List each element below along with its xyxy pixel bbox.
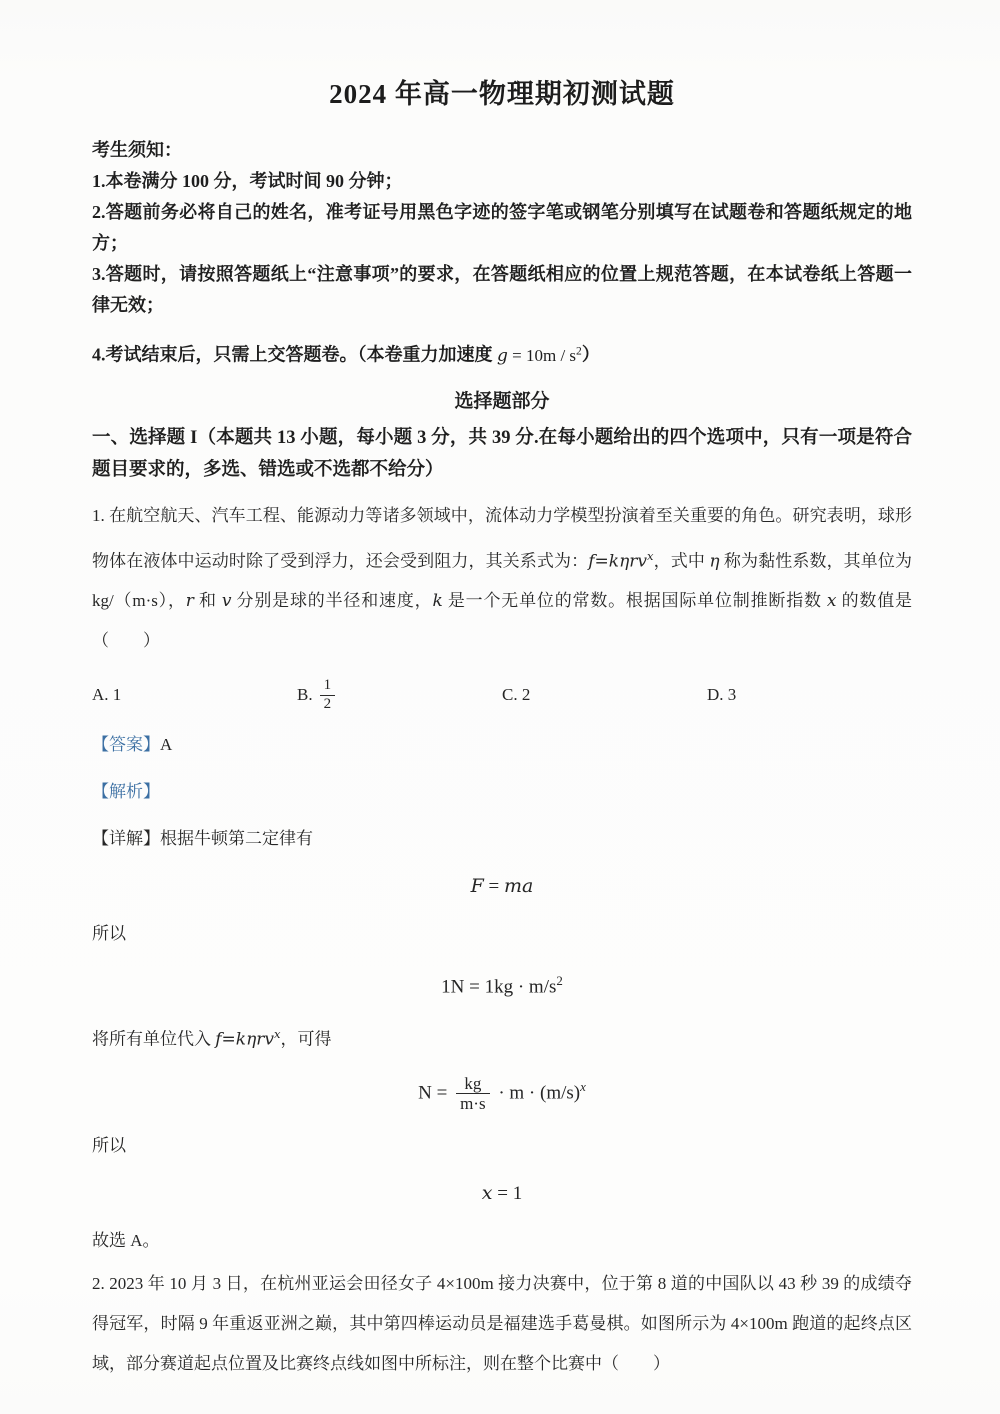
- gravity-exponent: 2: [576, 344, 582, 357]
- notice-item-3: 3.答题时，请按照答题纸上“注意事项”的要求，在答题纸相应的位置上规范答题，在本试卷纸上答题一律无效；: [92, 264, 912, 315]
- gravity-value: = 10m / s: [507, 345, 577, 365]
- detail-line: [92, 824, 912, 854]
- formula-n-fraction: [456, 1074, 490, 1114]
- formula-1n-units: $1N = 1kg \cdot m/s^2$: [441, 972, 563, 998]
- question-1-options: [92, 677, 912, 713]
- option-c: C. 2: [502, 685, 531, 705]
- answer-line: [92, 730, 912, 760]
- formula-n-exponent: [580, 1079, 586, 1094]
- answer-value: A: [160, 734, 173, 754]
- formula-n-units: [92, 1072, 912, 1114]
- analysis-line: [92, 777, 912, 807]
- gravity-formula: [497, 346, 582, 365]
- notice-section: [92, 135, 912, 372]
- substitution-line: 将所有单位代入 f=kηrv$^x$，可得: [92, 1027, 332, 1050]
- analysis-tag: 【解析】: [92, 781, 160, 801]
- connector-suoyi-1: 所以: [92, 923, 126, 943]
- notice-item-4-close: ）: [581, 344, 600, 365]
- notice-heading: 考生须知：: [92, 140, 182, 160]
- notice-item-1: 1.本卷满分 100 分，考试时间 90 分钟；: [92, 171, 403, 191]
- option-b: [297, 677, 502, 713]
- formula-n-frac-den: m·s: [456, 1093, 490, 1114]
- notice-item-4-text: 4.考试结束后，只需上交答题卷。（本卷重力加速度: [92, 344, 497, 365]
- exam-title: 2024 年高一物理期初测试题: [329, 79, 675, 109]
- option-b-label: B.: [297, 685, 313, 705]
- formula-n-exponent-var: x: [580, 1078, 586, 1094]
- formula-n-frac-num: kg: [464, 1073, 482, 1093]
- notice-item-2: 2.答题前务必将自己的姓名，准考证号用黑色字迹的签字笔或钢笔分别填写在试题卷和答题纸规定的地方；: [92, 202, 912, 253]
- detail-text: 根据牛顿第二定律有: [160, 828, 313, 848]
- formula-n-lhs: N =: [418, 1082, 453, 1104]
- option-d: D. 3: [707, 685, 737, 705]
- notice-item-4: [92, 335, 912, 372]
- option-a: A. 1: [92, 685, 122, 705]
- option-b-fraction: [320, 677, 336, 713]
- answer-tag: 【答案】: [92, 734, 160, 754]
- fraction-numerator: 1: [323, 677, 332, 694]
- formula-n-mid: · m · (m/s): [493, 1082, 581, 1104]
- gravity-var: g: [497, 345, 508, 366]
- connector-suoyi-2: 所以: [92, 1135, 126, 1155]
- section-1-header: 一、选择题 I（本题共 13 小题，每小题 3 分，共 39 分.在每小题给出的四个选项中，只有一项是符合题目要求的，多选、错选或不选都不给分）: [92, 427, 912, 480]
- question-1-stem: 1. 在航空航天、汽车工程、能源动力等诸多领域中，流体动力学模型扮演着至关重要的角色。研究表明，球形物体在液体中运动时除了受到浮力，还会受到阻力，其关系式为：f=kηrv$^x$，式中 η 称为黏性系数，其单位为 kg/（m·s），r 和 v 分别是球的半径和速度，k 是一个无单位的常数。根据国际单位制推断指数 x 的数值是（ ）: [92, 505, 913, 651]
- conclusion-line: 故选 A。: [92, 1230, 160, 1250]
- question-2-stem: 2. 2023 年 10 月 3 日，在杭州亚运会田径女子 4×100m 接力决赛中，位于第 8 道的中国队以 43 秒 39 的成绩夺得冠军，时隔 9 年重返亚洲之巅，其中第四棒运动员是福建选手葛曼棋。如图所示为 4×100m 跑道的起终点区域，部分赛道起点位置及比赛终点线如图中所标注，则在整个比赛中（ ）: [92, 1273, 912, 1373]
- formula-f-ma: F = ma: [470, 874, 534, 897]
- part-title: 选择题部分: [454, 390, 550, 412]
- fraction-denominator: 2: [320, 695, 336, 713]
- formula-x-equals-1: x = 1: [481, 1181, 523, 1204]
- detail-tag: 【详解】: [92, 828, 160, 848]
